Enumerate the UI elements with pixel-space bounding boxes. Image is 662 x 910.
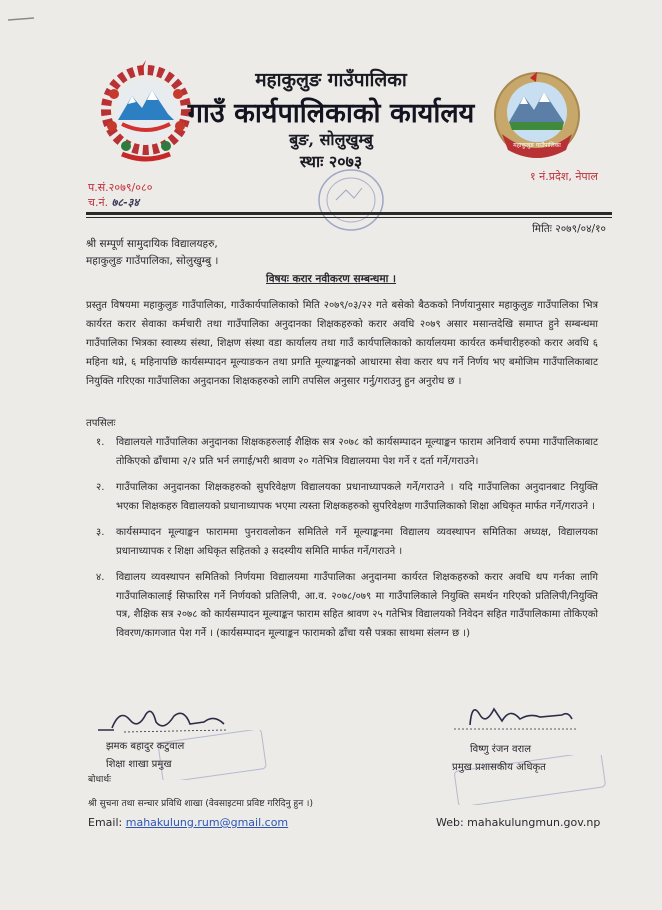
right-signatory-title: प्रमुख प्रशासकीय अधिकृत <box>452 762 546 773</box>
list-item <box>96 524 598 561</box>
list-item <box>96 434 598 471</box>
list-item-number: २. <box>96 482 105 493</box>
header-rule-thick <box>86 212 612 215</box>
left-signatory-name: झमक बहादुर कटुवाल <box>106 741 185 752</box>
letter-date: मितिः २०७९/०४/१० <box>532 223 606 235</box>
cc-label: बोधार्थः <box>88 775 111 785</box>
established-year: स्थाः २०७३ <box>299 152 363 171</box>
dispatch-label: च.नं. <box>88 196 109 209</box>
footer-email <box>88 816 288 829</box>
recipient-line-1: श्री सम्पूर्ण सामुदायिक विद्यालयहरु, <box>86 238 218 250</box>
dispatch-number: ७८-३४ <box>111 196 140 209</box>
office-address: बुङ, सोलुखुम्बु <box>289 130 373 149</box>
right-signature <box>450 695 580 733</box>
logo-ribbon-text: महाकुलुङ गाउँपालिका <box>513 142 561 149</box>
list-item-text: विद्यालय व्यवस्थापन समितिको निर्णयमा विद्यालयमा गाउँपालिका अनुदानमा कार्यरत शिक्षकहरुको करार अवधि थप गर्नका लागि गाउँपालिकालाई सिफारिस गर्ने निर्णयको प्रतिलिपी, आ.व. २०७८/०७९ मा गाउँपालिकाले नियुक्ति समर्थन गरिएको प्रतिलिपी/नियुक्ति पत्र, शैक्षिक सत्र २०७८ को कार्यसम्पादन मूल्याङ्कन फाराम सहित श्रावण २५ गतेभित्र विद्यालयको निवेदन सहित गाउँपालिकामा तोकिएको विवरण/कागजात पेश गर्ने । (कार्यसम्पादन मूल्याङ्कन फारामको ढाँचा यसै पत्रका साथमा संलग्न छ ।) <box>116 572 598 639</box>
list-item-number: ३. <box>96 527 105 538</box>
recipient-block <box>86 236 218 270</box>
reference-block <box>88 180 152 210</box>
list-item <box>96 479 598 516</box>
header-rule-thin <box>86 217 612 218</box>
list-item <box>96 569 598 643</box>
cc-text: श्री सुचना तथा सन्चार प्रविधि शाखा (वेवसाइटमा प्रविष्ट गरिदिनु हुन ।) <box>88 799 313 809</box>
subject-line: विषयः करार नवीकरण सम्बन्धमा । <box>265 273 397 285</box>
email-link[interactable]: mahakulung.rum@gmail.com <box>125 816 289 829</box>
municipality-logo <box>492 70 582 160</box>
corner-mark <box>6 14 36 24</box>
list-item-text: गाउँपालिका अनुदानका शिक्षकहरुको सुपरिवेक्षण विद्यालयका प्रधानाध्यापकले गर्ने/गराउने । यदि गाउँपालिका अनुदानबाट नियुक्ति भएका शिक्षकहरु विद्यालयको प्रधानाध्यापक भएमा त्यस्ता शिक्षकहरुको सुपरिवेक्षण गाउँपालिकाको शिक्षा अधिकृत मार्फत गर्ने/गराउने । <box>116 482 598 512</box>
dispatch-number-line <box>88 195 152 210</box>
instruction-list <box>96 434 598 651</box>
province-text: १ नं.प्रदेश, नेपाल <box>529 170 598 183</box>
tapsil-label: तपसिलः <box>86 418 116 429</box>
list-item-text: कार्यसम्पादन मूल्याङ्कन फाराममा पुनरावलोकन समितिले गर्ने मूल्याङ्कनमा विद्यालय व्यवस्थापन समितिका अध्यक्ष, विद्यालयका प्रधानाध्यापक र शिक्षा अधिकृत सहितको ३ सदस्यीय समिति मार्फत गर्ने/गराउने । <box>116 527 598 557</box>
office-name: गाउँ कार्यपालिकाको कार्यालय <box>187 98 475 129</box>
footer-website: Web: mahakulungmun.gov.np <box>436 816 601 829</box>
list-item-number: १. <box>96 437 105 448</box>
org-name: महाकुलुङ गाउँपालिका <box>255 69 407 91</box>
list-item-number: ४. <box>96 572 105 583</box>
fiscal-year: प.सं.२०७९/०८० <box>88 181 153 194</box>
office-seal-stamp <box>296 160 406 240</box>
recipient-line-2: महाकुलुङ गाउँपालिका, सोलुखुम्बु । <box>86 255 219 267</box>
list-item-text: विद्यालयले गाउँपालिका अनुदानका शिक्षकहरुलाई शैक्षिक सत्र २०७८ को कार्यसम्पादन मूल्याङ्कन फाराम अनिवार्य रुपमा गाउँपालिकाबाट तोकिएको ढाँचामा २/२ प्रति भर्न लगाई/भरी श्रावण २० गतेभित्र विद्यालयमा पेश गर्ने र दर्ता गर्ने/गराउने। <box>116 437 598 467</box>
left-signatory-title: शिक्षा शाखा प्रमुख <box>106 759 172 770</box>
body-intro-paragraph: प्रस्तुत विषयमा महाकुलुङ गाउँपालिका, गाउँकार्यपालिकाको मिति २०७९/०३/२२ गते बसेको बैठकको निर्णयानुसार महाकुलुङ गाउँपालिका भित्र कार्यरत करार सेवाका कर्मचारी तथा गाउँपालिका अनुदानका शिक्षकहरुको करार अवधि २०७९ असार मसान्तदेखि समाप्त हुने सम्बन्धमा गाउँपालिका भित्रका स्वास्थ्य संस्था, शिक्षण संस्था वडा कार्यालय तथा गाउँ कार्यपालिकाको कार्यालयमा कार्यरत कर्मचारीहरुको करार अवधि ६ महिना थप्ने, ६ महिनापछि कार्यसम्पादन मूल्याङकन तथा प्रगति मूल्याङ्कनको आधारमा सेवा करार थप गर्ने निर्णय भए बमोजिम गाउँपालिकाबाट नियुक्ति गरिएका गाउँपालिका अनुदानका शिक्षकहरुको लागि तपसिल अनुसार गर्नु/गराउनु हुन अनुरोध छ । <box>86 300 598 387</box>
email-label: Email: <box>88 816 123 829</box>
right-signatory-name: विष्णु रंजन वराल <box>470 744 532 755</box>
